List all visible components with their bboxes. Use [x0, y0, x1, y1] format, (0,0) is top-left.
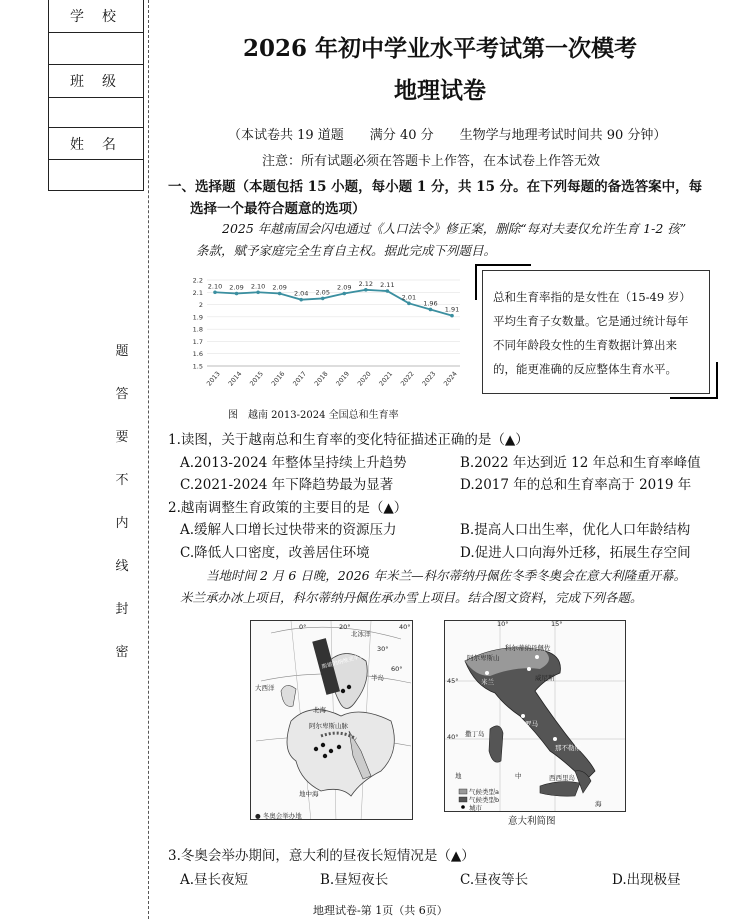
- map-label: 地中海: [299, 790, 319, 798]
- exam-meta: （本试卷共 19 道题 满分 40 分 生物学与地理考试时间共 90 分钟）: [228, 128, 667, 143]
- q1-option-a[interactable]: A.2013-2024 年整体呈持续上升趋势: [180, 455, 407, 471]
- data-point: [256, 290, 260, 294]
- x-tick-label: 2013: [205, 369, 222, 388]
- map-label: 半岛: [371, 674, 384, 682]
- subject-title: 地理试卷: [394, 77, 486, 104]
- exam-notice: 注意：所有试题必须在答题卡上作答，在本试卷上作答无效: [262, 154, 601, 169]
- map-label: 45°: [447, 677, 459, 685]
- data-point: [235, 292, 239, 296]
- class-label: 班级: [49, 65, 143, 98]
- fertility-line-chart: [185, 268, 470, 398]
- question-1-stem: 1.读图，关于越南总和生育率的变化特征描述正确的是（▲）: [168, 432, 529, 448]
- map-label: 北冰洋: [351, 630, 371, 638]
- map-label: 那不勒斯: [555, 744, 581, 752]
- seal-fold-line: [148, 0, 149, 919]
- q3-option-c[interactable]: C.昼夜等长: [460, 872, 529, 888]
- box-corner-mark: [716, 362, 718, 399]
- legend-label: 气候类型a: [469, 788, 499, 796]
- map-legend: ● 冬奥会举办地: [255, 812, 302, 820]
- x-tick-label: 2024: [442, 369, 459, 388]
- x-tick-label: 2019: [334, 369, 352, 388]
- y-tick-label: 2.2: [192, 276, 203, 285]
- definition-line: 的，能更准确的反应整体生育水平。: [493, 362, 677, 376]
- intro-text: 2025 年越南国会闪电通过《人口法令》修正案，删除“每对夫妻仅允许生育 1-2 孩”: [222, 221, 687, 236]
- y-tick-label: 2: [198, 301, 203, 310]
- name-label: 姓名: [49, 128, 143, 160]
- data-label: 2.10: [207, 282, 223, 291]
- student-info-table: [48, 0, 144, 191]
- q2-option-b[interactable]: B.提高人口出生率，优化人口年龄结构: [460, 522, 691, 538]
- data-point: [278, 292, 282, 296]
- map-label: 罗马: [525, 720, 538, 728]
- definition-line: 不同年龄段女性的生育数据计算出来: [493, 338, 677, 352]
- question-2-stem: 2.越南调整生育政策的主要目的是（▲）: [168, 500, 408, 516]
- data-label: 2.09: [337, 283, 352, 292]
- x-tick-label: 2022: [398, 369, 416, 388]
- map-label: 0°: [299, 623, 307, 631]
- school-label: 学校: [49, 0, 143, 33]
- seal-notice: [110, 330, 134, 674]
- data-label: 2.01: [401, 293, 417, 302]
- x-tick-label: 2021: [377, 369, 395, 388]
- data-label: 1.91: [444, 305, 460, 314]
- q1-option-b[interactable]: B.2022 年达到近 12 年总和生育率峰值: [460, 455, 701, 471]
- definition-box: [482, 270, 710, 394]
- map-label: 海: [595, 800, 602, 808]
- definition-line: 总和生育率指的是女性在（15-49 岁）: [493, 290, 691, 304]
- q2-option-a[interactable]: A.缓解人口增长过快带来的资源压力: [180, 522, 397, 538]
- map-label: 北海: [313, 706, 326, 714]
- map-label: 中: [515, 772, 522, 780]
- exam-title: 2026 年初中学业水平考试第一次模考: [242, 35, 638, 62]
- map-label: 科尔蒂纳丹佩佐: [505, 644, 551, 652]
- y-tick-label: 1.6: [192, 350, 203, 359]
- europe-map: [250, 620, 413, 820]
- olympics-intro: 当地时间 2 月 6 日晚，2026 年米兰—科尔蒂纳丹佩佐冬季冬奥会在意大利隆重开幕。: [206, 568, 687, 583]
- data-point: [386, 289, 390, 293]
- box-corner-mark: [475, 264, 531, 266]
- data-point: [450, 314, 454, 318]
- x-tick-label: 2018: [312, 369, 330, 388]
- data-label: 2.04: [293, 289, 309, 298]
- legend-label: 城市: [469, 804, 482, 812]
- q1-option-c[interactable]: C.2021-2024 年下降趋势最为显著: [180, 477, 394, 493]
- seal-char: 密: [115, 645, 129, 660]
- data-point: [321, 297, 325, 301]
- map-label: 30°: [377, 645, 389, 653]
- map-label: 60°: [391, 665, 403, 673]
- olympics-intro-cont: 米兰承办冰上项目，科尔蒂纳丹佩佐承办雪上项目。结合图文资料，完成下列各题。: [180, 590, 643, 605]
- data-label: 2.12: [358, 279, 374, 288]
- map-label: 阿尔卑斯山: [467, 654, 500, 662]
- seal-char: 答: [115, 387, 129, 402]
- section-heading-cont: 选择一个最符合题意的选项）: [190, 201, 366, 217]
- q2-option-d[interactable]: D.促进人口向海外迁移，拓展生存空间: [460, 545, 691, 561]
- x-tick-label: 2014: [226, 369, 244, 388]
- data-label: 2.09: [229, 283, 244, 292]
- name-field[interactable]: [49, 160, 143, 191]
- data-point: [299, 298, 303, 302]
- q3-option-d[interactable]: D.出现极昼: [612, 872, 681, 888]
- definition-line: 平均生育子女数量。它是通过统计每年: [493, 314, 689, 328]
- data-label: 2.09: [272, 283, 287, 292]
- q1-option-d[interactable]: D.2017 年的总和生育率高于 2019 年: [460, 477, 692, 493]
- map-label: 斯堪的纳维亚半岛: [321, 653, 366, 671]
- map-label: 地: [455, 772, 462, 780]
- q3-option-b[interactable]: B.昼短夜长: [320, 872, 389, 888]
- map-label: 15°: [551, 620, 563, 628]
- class-field[interactable]: [49, 98, 143, 128]
- italy-map: [444, 620, 626, 812]
- x-tick-label: 2023: [420, 369, 438, 388]
- map-label: 米兰: [481, 678, 494, 686]
- x-tick-label: 2020: [355, 369, 373, 388]
- section-heading: 一、选择题（本题包括 15 小题，每小题 1 分，共 15 分。在下列每题的备选答案中，每: [168, 179, 703, 195]
- box-corner-mark: [475, 264, 477, 300]
- data-label: 2.05: [315, 288, 330, 297]
- school-field[interactable]: [49, 33, 143, 65]
- box-corner-mark: [670, 397, 718, 399]
- question-3-stem: 3.冬奥会举办期间，意大利的昼夜长短情况是（▲）: [168, 848, 475, 864]
- q3-option-a[interactable]: A.昼长夜短: [180, 872, 249, 888]
- map-label: 威尼斯: [535, 674, 555, 682]
- data-point: [342, 292, 346, 296]
- map-label: 20°: [339, 623, 351, 631]
- data-label: 2.11: [380, 281, 395, 290]
- legend-label: 气候类型b: [469, 796, 500, 804]
- map-label: 撒丁岛: [465, 730, 485, 738]
- y-tick-label: 2.1: [192, 288, 203, 297]
- q2-option-c[interactable]: C.降低人口密度，改善居住环境: [180, 545, 370, 561]
- x-tick-label: 2017: [291, 369, 309, 388]
- page-footer: 地理试卷-第 1页（共 6页）: [313, 904, 448, 917]
- series-line: [215, 290, 452, 316]
- intro-text-cont: 条款，赋予家庭完全生育自主权。据此完成下列题目。: [196, 243, 497, 258]
- y-tick-label: 1.9: [192, 313, 203, 322]
- y-tick-label: 1.8: [192, 325, 203, 334]
- seal-char: 要: [115, 430, 129, 445]
- seal-char: 题: [115, 344, 129, 359]
- chart-caption: 图 越南 2013-2024 全国总和生育率: [228, 410, 399, 421]
- x-tick-label: 2015: [248, 369, 265, 388]
- seal-char: 不: [115, 473, 129, 488]
- map-label: 阿尔卑斯山脉: [309, 722, 348, 730]
- italy-map-caption: 意大利简图: [508, 816, 556, 827]
- data-label: 2.10: [250, 282, 266, 291]
- seal-char: 内: [115, 516, 129, 531]
- data-point: [364, 288, 368, 292]
- map-label: 10°: [497, 620, 509, 628]
- data-point: [213, 290, 217, 294]
- map-label: 40°: [447, 733, 459, 741]
- seal-char: 线: [115, 559, 129, 574]
- data-point: [429, 308, 433, 312]
- data-label: 1.96: [423, 299, 438, 308]
- y-tick-label: 1.5: [192, 362, 203, 371]
- map-label: 大西洋: [255, 684, 275, 692]
- map-label: 40°: [399, 623, 411, 631]
- data-point: [407, 302, 411, 306]
- y-tick-label: 1.7: [192, 337, 203, 346]
- x-tick-label: 2016: [269, 369, 287, 388]
- seal-char: 封: [115, 602, 129, 617]
- map-label: 西西里岛: [549, 774, 575, 782]
